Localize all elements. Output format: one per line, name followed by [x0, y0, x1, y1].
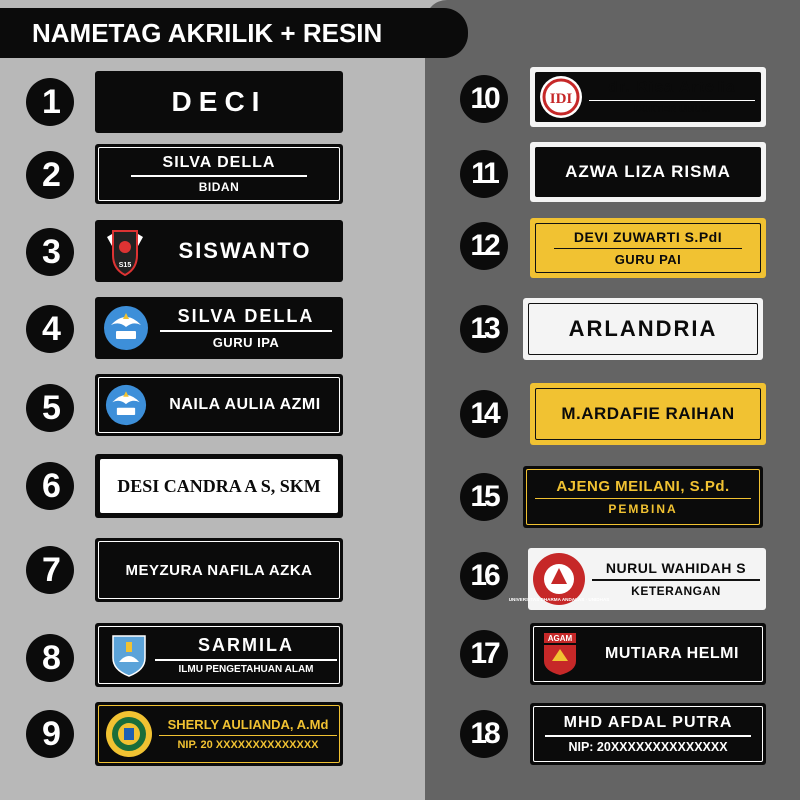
- nametag-name: DEVI ZUWARTI S.PdI: [573, 228, 723, 245]
- nametag-name: SHERLY AULIANDA, A.Md: [167, 716, 329, 732]
- nametag-name: AJENG MEILANI, S.Pd.: [556, 477, 730, 495]
- nametag-name: DECI: [171, 86, 267, 117]
- tag-number-badge: 1: [26, 78, 74, 126]
- page-title: NAMETAG AKRILIK + RESIN: [0, 8, 468, 58]
- nametag-11: [530, 142, 766, 202]
- nametag-name: DESI CANDRA A S, SKM: [117, 475, 321, 496]
- nametag-name: NAILA AULIA AZMI: [169, 396, 321, 413]
- tag-number-badge: 9: [26, 710, 74, 758]
- nametag-17: [530, 623, 766, 685]
- tag-number-badge: 4: [26, 305, 74, 353]
- tag-number-badge: 18: [460, 710, 508, 758]
- nametag-15: [523, 466, 763, 528]
- tag-number-badge: 8: [26, 634, 74, 682]
- tag-number-badge: 5: [26, 384, 74, 432]
- nametag-name: AZWA LIZA RISMA: [565, 162, 731, 181]
- tag-number-badge: 17: [460, 630, 508, 678]
- nametag-nip: NIP. 20 XXXXXXXXXXXXXX: [177, 739, 319, 752]
- nametag-title: GURU IPA: [212, 334, 280, 350]
- tag-number-badge: 15: [460, 473, 508, 521]
- nametag-title: DOKTER UMUM: [633, 104, 711, 116]
- nametag-10: [530, 67, 766, 127]
- tag-number-badge: 7: [26, 546, 74, 594]
- nametag-1: [95, 71, 343, 133]
- nametag-name: dr. Risa Artelia: [608, 78, 736, 96]
- tag-number-badge: 16: [460, 552, 508, 600]
- nametag-name: NURUL WAHIDAH S: [605, 560, 747, 577]
- nametag-title: ILMU PENGETAHUAN ALAM: [178, 663, 314, 675]
- nametag-title: PEMBINA: [608, 502, 678, 517]
- tut-wuri-handayani-logo-icon: [103, 305, 149, 351]
- nametag-name: SILVA DELLA: [177, 306, 315, 327]
- nametag-name: SISWANTO: [178, 238, 312, 263]
- tag-number-badge: 13: [460, 305, 508, 353]
- tag-number-badge: 11: [460, 150, 508, 198]
- university-seal-logo-icon: [105, 710, 153, 758]
- tag-number-badge: 14: [460, 390, 508, 438]
- svg-text:UNIVERSITAS DHARMA ANDALAS · U: UNIVERSITAS DHARMA ANDALAS · UNIDHAS: [508, 597, 610, 602]
- nametag-7: [95, 538, 343, 602]
- nametag-name: MHD AFDAL PUTRA: [563, 714, 733, 732]
- nametag-18: [530, 703, 766, 765]
- tag-number-badge: 2: [26, 151, 74, 199]
- svg-text:S15: S15: [118, 262, 132, 269]
- nametag-nip: NIP: 20XXXXXXXXXXXXXX: [568, 739, 728, 754]
- winged-shield-emblem-icon: [103, 225, 147, 277]
- nametag-name: SARMILA: [198, 635, 294, 656]
- tag-number-badge: 6: [26, 462, 74, 510]
- idi-logo-icon: [539, 75, 583, 119]
- nametag-title: BIDAN: [198, 179, 240, 194]
- nametag-name: M.ARDAFIE RAIHAN: [561, 404, 735, 423]
- nametag-name: SILVA DELLA: [162, 154, 276, 172]
- nametag-13: [523, 298, 763, 360]
- nametag-16: [508, 548, 766, 610]
- svg-text:IDI: IDI: [549, 91, 573, 107]
- university-red-seal-logo-icon: [508, 552, 610, 606]
- agam-regency-logo-icon: [542, 631, 578, 677]
- tag-number-badge: 10: [460, 75, 508, 123]
- nametag-name: MUTIARA HELMI: [605, 645, 739, 662]
- tag-number-badge: 3: [26, 228, 74, 276]
- nametag-5: [95, 374, 343, 436]
- regional-shield-logo-icon: [109, 632, 149, 678]
- nametag-4: [95, 297, 343, 359]
- nametag-8: [95, 623, 343, 687]
- nametag-title: GURU PAI: [614, 252, 682, 268]
- nametag-title: KETERANGAN: [631, 583, 721, 598]
- nametag-9: [95, 702, 343, 766]
- nametag-6: [95, 454, 343, 518]
- nametag-name: MEYZURA NAFILA AZKA: [125, 561, 313, 579]
- nametag-name: ARLANDRIA: [568, 316, 718, 341]
- tut-wuri-handayani-logo-icon: [105, 384, 147, 426]
- svg-text:AGAM: AGAM: [547, 634, 573, 643]
- nametag-2: [95, 144, 343, 204]
- nametag-12: [530, 218, 766, 278]
- nametag-14: [530, 383, 766, 445]
- nametag-3: [95, 220, 343, 282]
- tag-number-badge: 12: [460, 222, 508, 270]
